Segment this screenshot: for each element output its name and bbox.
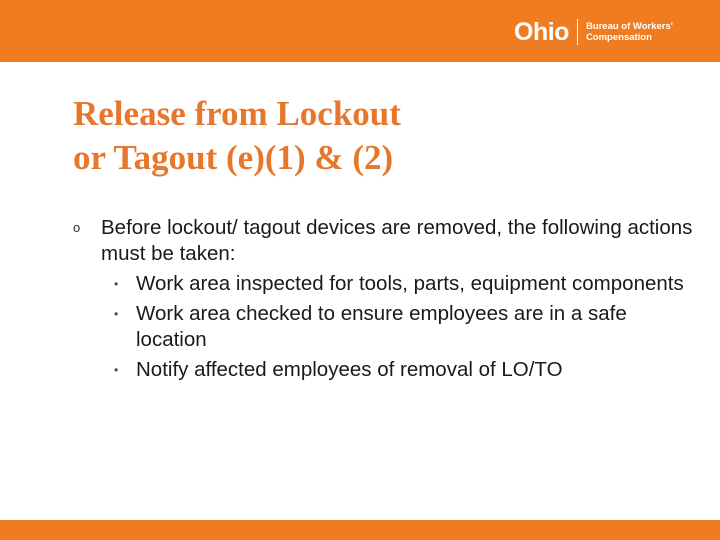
footer-bar: [0, 520, 720, 540]
sub-bullet: [73, 301, 693, 353]
circle-bullet-icon: o: [73, 220, 81, 235]
dot-bullet-icon: •: [114, 307, 119, 321]
logo-wordmark: Ohio: [514, 17, 569, 46]
dot-bullet-icon: •: [114, 363, 119, 377]
dot-bullet-icon: •: [114, 277, 119, 291]
title-line-1: Release from Lockout: [73, 94, 401, 133]
sub-bullet-text: Work area inspected for tools, parts, equipment components: [136, 272, 684, 295]
logo-divider: [577, 19, 578, 45]
main-bullet: [73, 215, 693, 267]
slide-body: [73, 215, 693, 383]
logo-agency-name: [586, 21, 673, 43]
title-line-2: or Tagout (e)(1) & (2): [73, 138, 394, 177]
sub-bullet-text: Notify affected employees of removal of LO/TO: [136, 358, 563, 381]
ohio-bwc-logo: [514, 15, 673, 49]
logo-line-2: Compensation: [585, 32, 652, 43]
main-bullet-text: Before lockout/ tagout devices are removed, the following actions must be taken:: [101, 216, 693, 265]
slide-title: [73, 92, 673, 180]
header-bar: [0, 0, 720, 62]
sub-bullet-text: Work area checked to ensure employees are in a safe location: [136, 302, 627, 351]
logo-line-1: Bureau of Workers': [585, 21, 674, 32]
sub-bullet: [73, 357, 693, 383]
sub-bullet: [73, 271, 693, 297]
